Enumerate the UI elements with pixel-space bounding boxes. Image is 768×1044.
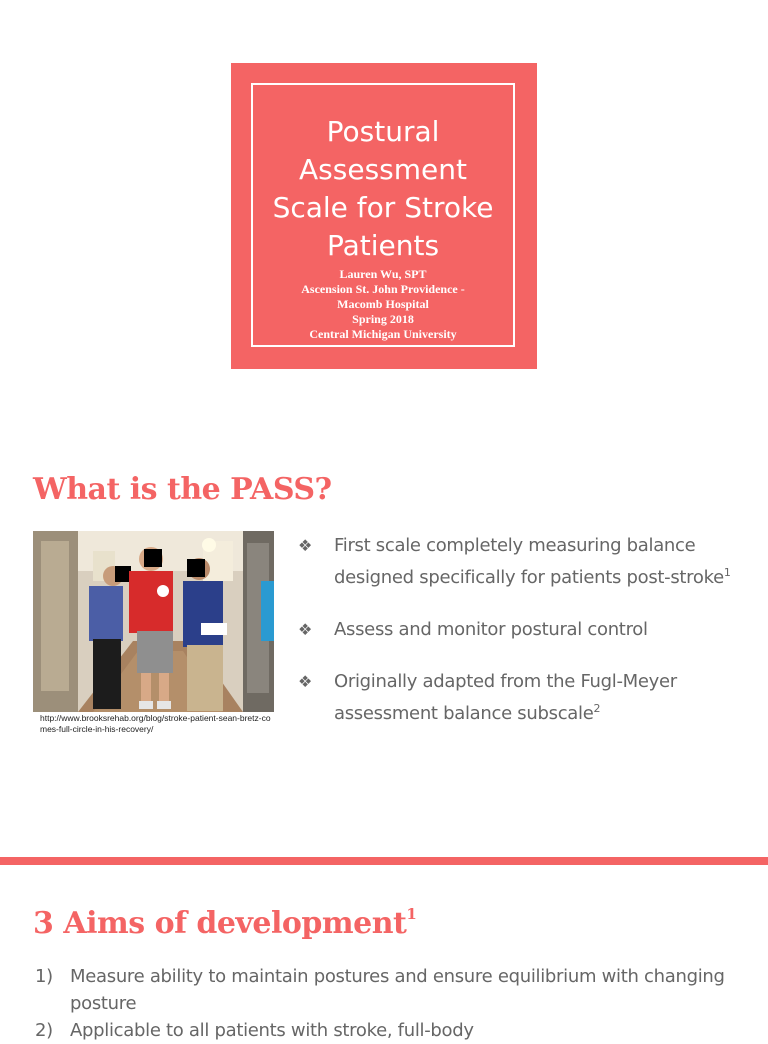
pass-bullet-list [298, 532, 738, 752]
presentation-title: Postural Assessment Scale for Stroke Patients [272, 115, 494, 262]
citation-ref: 1 [406, 905, 417, 923]
citation-ref: 2 [593, 702, 601, 715]
aims-title-text: 3 Aims of development [33, 906, 407, 941]
hallway-walking-photo [33, 531, 274, 712]
list-item [298, 616, 738, 643]
aim-text: Measure ability to maintain postures and ensure equilibrium with changing posture [70, 966, 725, 1014]
term: Spring 2018 [352, 312, 414, 326]
site-line-2: Macomb Hospital [337, 297, 429, 311]
list-item [298, 668, 738, 727]
bullet-text: Assess and monitor postural control [334, 619, 648, 640]
section-divider [0, 857, 768, 865]
list-item [35, 963, 735, 1017]
presentation-subtitle [263, 267, 503, 342]
diamond-cluster-icon: ❖ [298, 672, 313, 691]
item-number: 2) [35, 1020, 53, 1041]
citation-ref: 1 [723, 566, 731, 579]
item-number: 1) [35, 966, 53, 987]
photo-caption-link[interactable]: http://www.brooksrehab.org/blog/stroke-patient-sean-bretz-comes-full-circle-in-his-recovery/ [40, 713, 271, 734]
site-line-1: Ascension St. John Providence - [301, 282, 465, 296]
title-card [231, 63, 537, 369]
diamond-cluster-icon: ❖ [298, 620, 313, 639]
aim-text: Applicable to all patients with stroke, full-body [70, 1020, 474, 1041]
author-name: Lauren Wu, SPT [339, 267, 427, 281]
bullet-text: First scale completely measuring balance designed specifically for patients post-stroke [334, 535, 724, 588]
section-title-aims [33, 905, 416, 941]
list-item [35, 1017, 735, 1044]
section-title-what-is-pass: What is the PASS? [33, 472, 332, 507]
university: Central Michigan University [309, 327, 457, 341]
patient-photo [33, 531, 274, 712]
aims-list [35, 963, 735, 1044]
bullet-text: Originally adapted from the Fugl-Meyer assessment balance subscale [334, 671, 677, 724]
diamond-cluster-icon: ❖ [298, 536, 313, 555]
title-card-frame [251, 83, 515, 347]
list-item [298, 532, 738, 591]
